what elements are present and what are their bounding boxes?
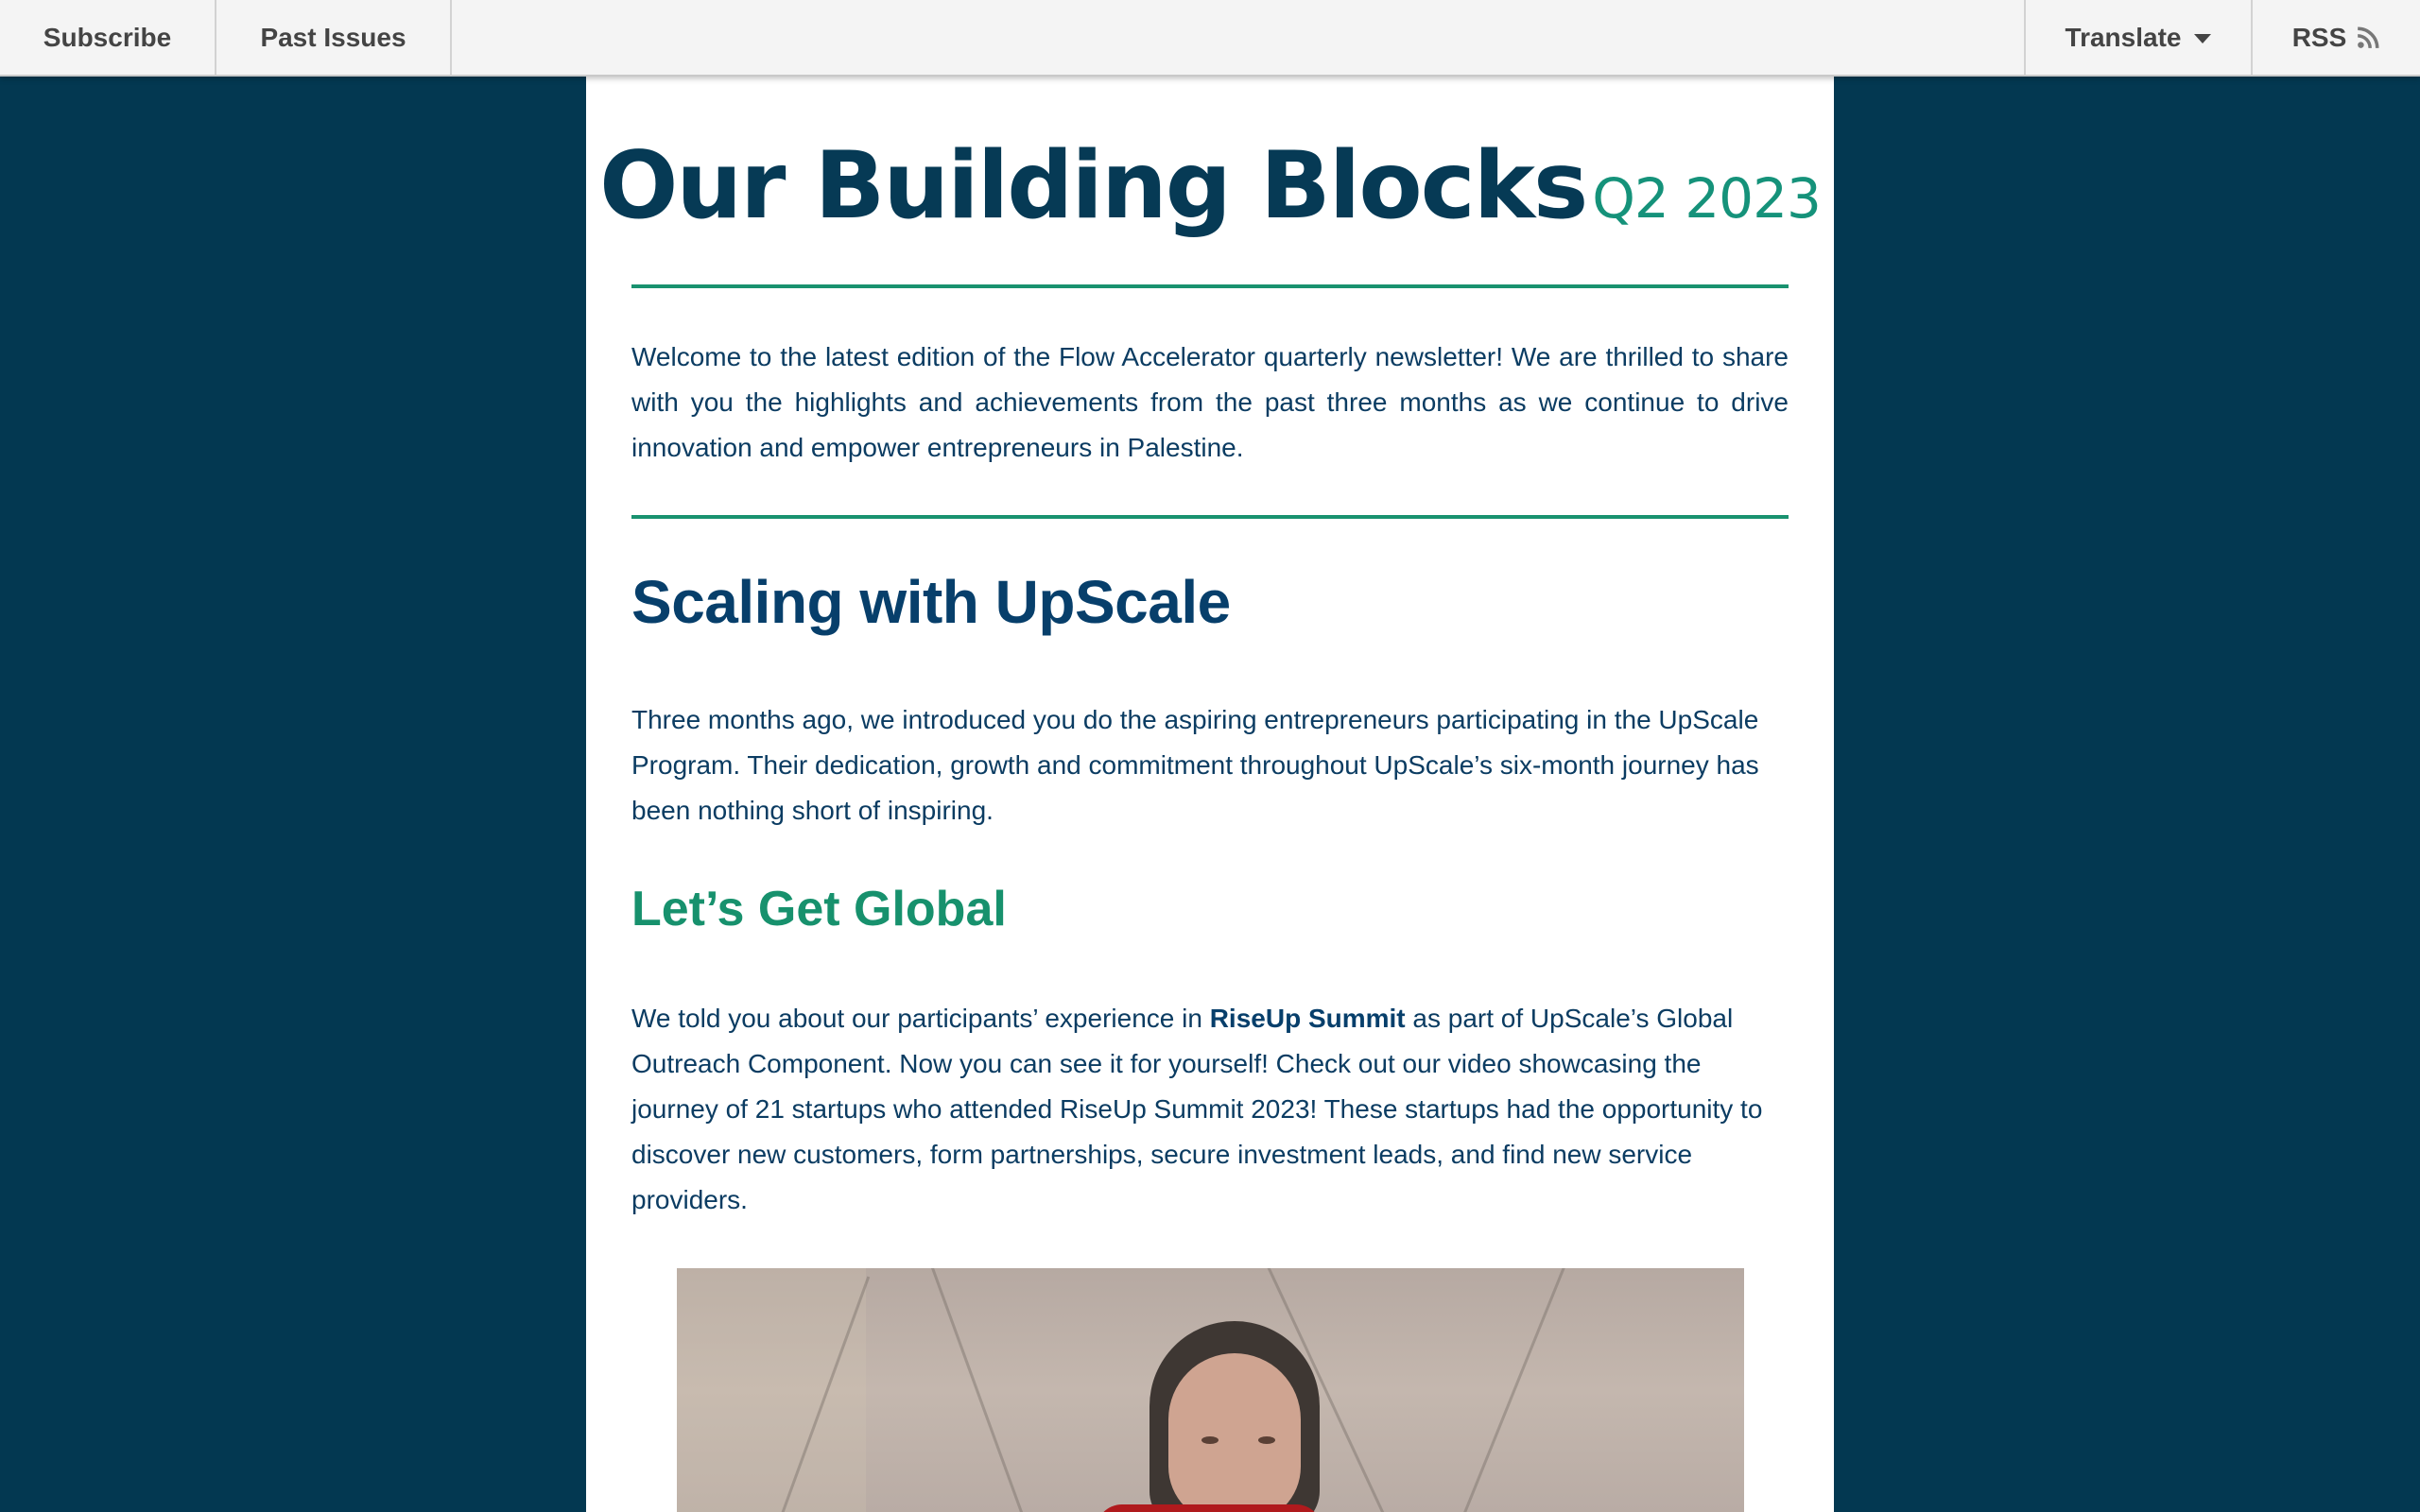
rss-label: RSS xyxy=(2291,22,2347,52)
global-body-before: We told you about our participants’ experience in xyxy=(631,1004,1210,1033)
background-line xyxy=(927,1268,1033,1512)
intro-paragraph: Welcome to the latest edition of the Flow Accelerator quarterly newsletter! We are thrilled to share with you the highlights and achievements from the past three months as we continue to drive innovation and empower entrepreneurs in Palestine. xyxy=(631,342,1789,462)
background-panel xyxy=(677,1268,866,1512)
past-issues-label: Past Issues xyxy=(260,22,406,52)
rss-feed-icon xyxy=(2356,26,2380,50)
masthead xyxy=(586,132,1834,240)
nav-left-group xyxy=(0,0,452,75)
divider-top xyxy=(631,284,1789,288)
nav-right-group xyxy=(2024,0,2420,75)
translate-dropdown[interactable] xyxy=(2024,0,2251,75)
issue-label: Q2 2023 xyxy=(1592,166,1821,231)
global-body-after: as part of UpScale’s Global Outreach Component. Now you can see it for yourself! Check out our video showcasing the journey of 21 startups who attended RiseUp Summit 2023! These startups had the opportunity to discover new customers, form partnerships, secure investment leads, and find new service providers. xyxy=(631,1004,1763,1214)
riseup-summit-bold: RiseUp Summit xyxy=(1209,1004,1406,1033)
person-eye xyxy=(1258,1436,1275,1444)
newsletter-title: Our Building Blocks xyxy=(599,132,1587,240)
section-heading-global: Let’s Get Global xyxy=(631,882,1007,936)
person-face xyxy=(1168,1353,1301,1512)
subscribe-label: Subscribe xyxy=(43,22,172,52)
background-line xyxy=(1452,1268,1568,1512)
section-body-global xyxy=(631,996,1789,1223)
rss-link[interactable] xyxy=(2251,0,2420,75)
past-issues-link[interactable] xyxy=(216,0,452,75)
video-thumbnail[interactable] xyxy=(677,1268,1744,1512)
section-heading-scaling: Scaling with UpScale xyxy=(631,568,1231,636)
nav-spacer xyxy=(452,0,2024,75)
caret-down-icon xyxy=(2194,34,2211,43)
top-navigation-bar xyxy=(0,0,2420,77)
person-eye xyxy=(1201,1436,1219,1444)
newsletter-content xyxy=(586,76,1834,1512)
section-body-scaling: Three months ago, we introduced you do the aspiring entrepreneurs participating in the UpScale Program. Their dedication, growth and commitment throughout UpScale’s six-month journey has been nothing short of inspiring. xyxy=(631,705,1759,825)
divider-bottom xyxy=(631,515,1789,519)
youtube-play-icon[interactable] xyxy=(1096,1504,1322,1512)
subscribe-link[interactable] xyxy=(0,0,216,75)
translate-label: Translate xyxy=(2065,22,2182,52)
